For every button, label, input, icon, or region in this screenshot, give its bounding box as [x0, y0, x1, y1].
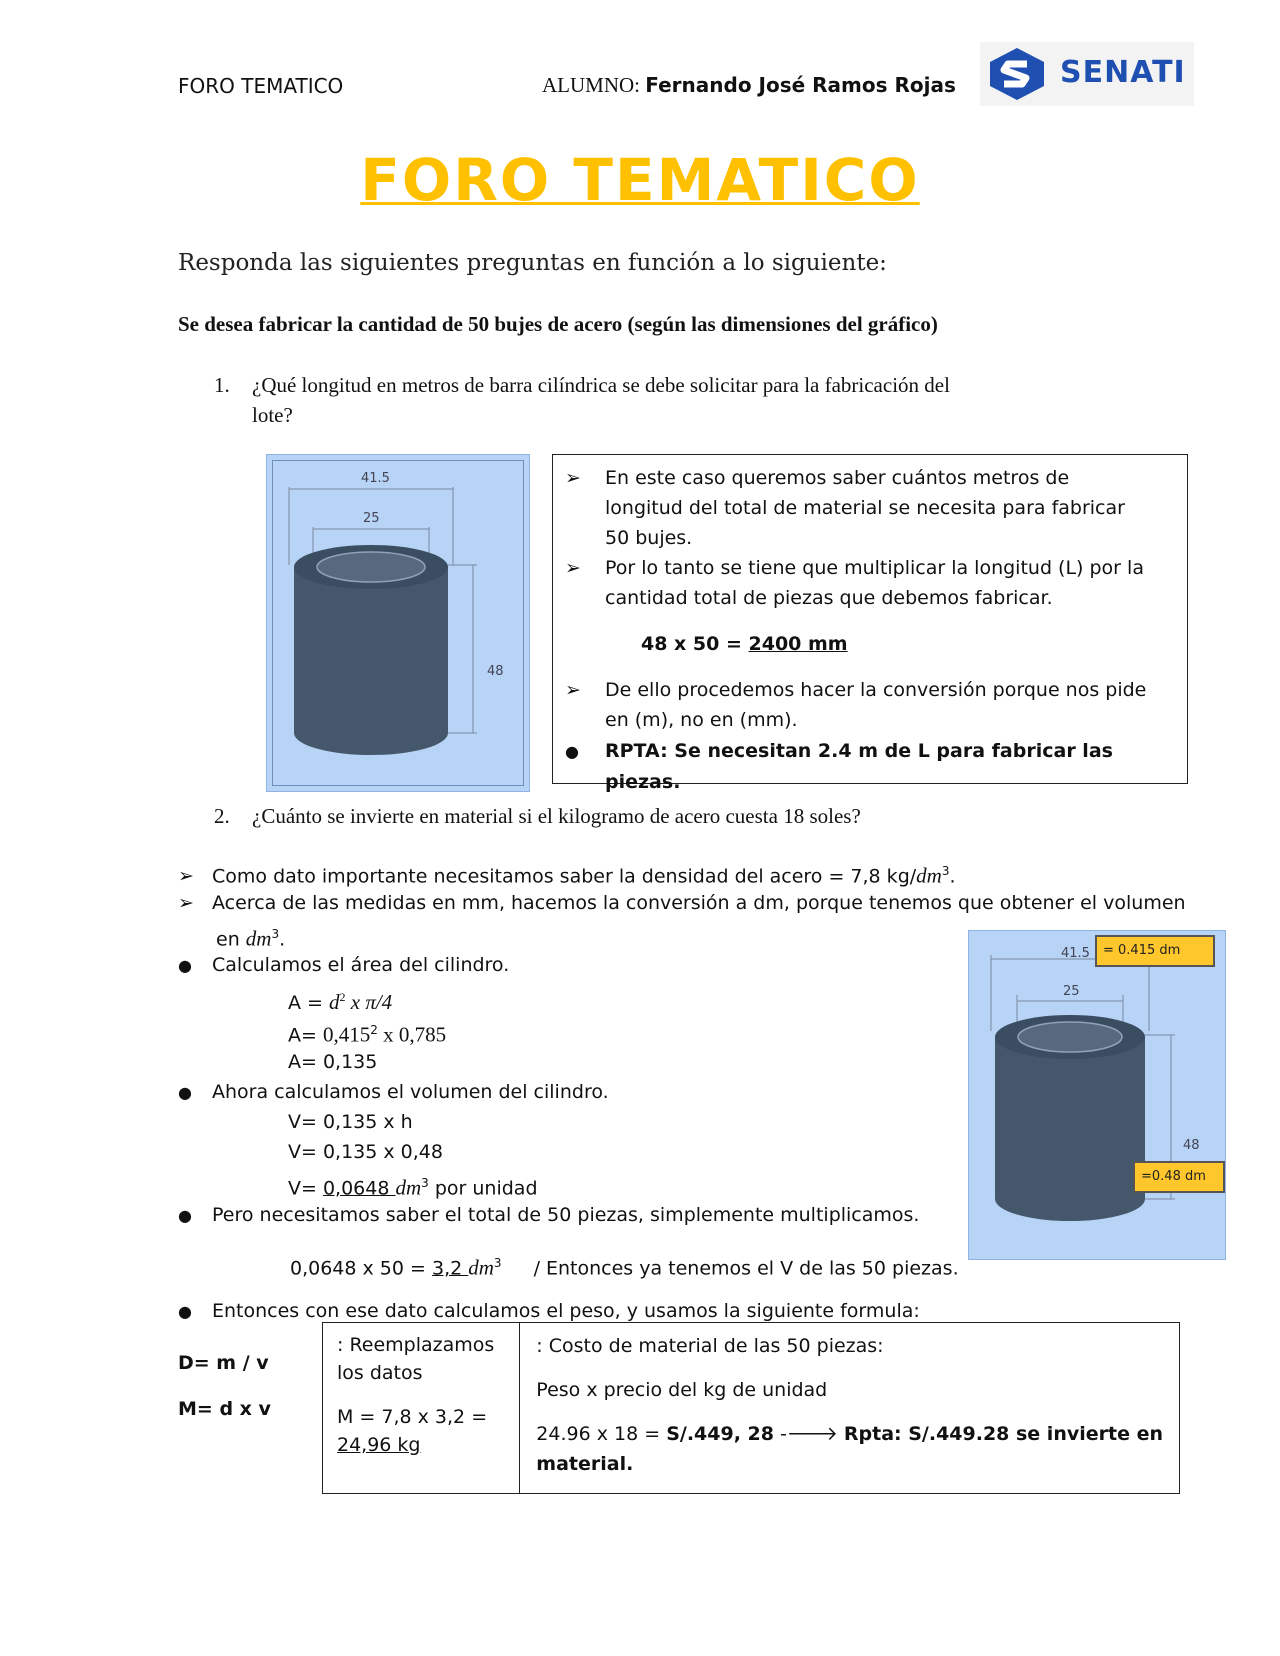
figure-2-dim-outer: 41.5 [1061, 946, 1090, 961]
question-2 [214, 804, 861, 829]
senati-logo-icon [982, 42, 1052, 106]
question-1 [214, 370, 950, 430]
answer-2-area-title: ● Calculamos el área del cilindro. [178, 950, 509, 981]
question-2-text: ¿Cuánto se invierte en material si el kilogramo de acero cuesta 18 soles? [252, 804, 861, 828]
problem-statement: Se desea fabricar la cantidad de 50 bujes de acero (según las dimensiones del gráfico) [178, 312, 938, 336]
figure-1-dim-inner: 25 [363, 511, 380, 526]
answer-1-calc: 48 x 50 = 2400 mm [641, 633, 848, 655]
volume-formula-1: V= 0,135 x h [288, 1111, 413, 1133]
results-cell-mass: : Reemplazamos los datos M = 7,8 x 3,2 = 24,96 kg [323, 1323, 520, 1494]
answer-1-bullet-1: ➢ En este caso queremos saber cuántos metros de longitud del total de material se necesita para fabricar 50 bujes. [605, 463, 1165, 553]
question-1-number: 1. [214, 373, 230, 397]
answer-2-total-title: ● Pero necesitamos saber el total de 50 piezas, simplemente multiplicamos. [178, 1200, 919, 1231]
answer-1-rpta: ● RPTA: Se necesitan 2.4 m de L para fabricar las piezas. [605, 736, 1175, 797]
figure-1-dim-height: 48 [487, 664, 504, 679]
figure-2-dim-height: 48 [1183, 1138, 1200, 1153]
cylinder-drawing-2 [969, 931, 1225, 1259]
bullet-dot-icon: ● [178, 1206, 192, 1225]
cylinder-drawing-1 [267, 455, 529, 791]
arrow-bullet-icon: ➢ [565, 557, 581, 579]
results-cell-mass-title: : Reemplazamos los datos [337, 1334, 495, 1384]
header-student [542, 73, 956, 98]
arrow-bullet-icon: ➢ [178, 865, 194, 888]
bullet-dot-icon: ● [178, 956, 192, 975]
area-formula-1: $A = d^2$ x π/4 [288, 990, 393, 1014]
student-name: Fernando José Ramos Rojas [645, 73, 956, 97]
answer-1-bullet-3: ➢ De ello procedemos hacer la conversión porque nos pide en (m), no en (mm). [605, 675, 1165, 735]
results-cell-cost-title: : Costo de material de las 50 piezas: [536, 1335, 884, 1357]
bullet-dot-icon: ● [178, 1302, 192, 1321]
senati-logo-text: SENATI [1060, 55, 1186, 90]
volume-formula-2: V= 0,135 x 0,48 [288, 1141, 443, 1163]
student-label: ALUMNO: [542, 73, 646, 97]
figure-1-dim-outer: 41.5 [361, 471, 390, 486]
question-1-line1: ¿Qué longitud en metros de barra cilíndrica se debe solicitar para la fabricación del [252, 373, 950, 397]
bullet-dot-icon: ● [178, 1083, 192, 1102]
callout-outer-diameter: = 0.415 dm [1095, 935, 1215, 967]
answer-1-bullet-2: ➢ Por lo tanto se tiene que multiplicar la longitud (L) por la cantidad total de piezas que debemos fabricar. [605, 553, 1165, 613]
arrow-right-icon: -🡒 [773, 1423, 844, 1445]
header [0, 0, 1280, 110]
mass-result: 24,96 kg [337, 1434, 421, 1456]
area-formula-2: $A= 0,415^2$ x 0,785 [288, 1022, 447, 1047]
results-table [322, 1322, 1180, 1494]
question-2-number: 2. [214, 804, 230, 828]
answer-2-volume-title: ● Ahora calculamos el volumen del cilindro. [178, 1077, 609, 1108]
results-cell-cost: : Costo de material de las 50 piezas: Peso x precio del kg de unidad 24.96 x 18 = S/.449, 28 -🡒 Rpta: S/.449.28 se invierte en material. [520, 1323, 1180, 1494]
answer-2-conversion: ➢ Acerca de las medidas en mm, hacemos la conversión a dm, porque tenemos que obtener el volumen en $dm^3$. [178, 888, 1178, 955]
formula-mass: M= d x v [178, 1398, 271, 1420]
answer-1-box [552, 454, 1188, 793]
answer-2-weight-title: ● Entonces con ese dato calculamos el peso, y usamos la siguiente formula: [178, 1296, 920, 1327]
bullet-dot-icon: ● [565, 742, 579, 761]
question-1-line2: lote? [252, 403, 293, 427]
total-volume-calc: 0,0648 x 50 = 3,2 $dm^3$ / Entonces ya tenemos el V de las 50 piezas. [290, 1255, 959, 1280]
senati-logo [980, 42, 1194, 106]
formula-density: D= m / v [178, 1352, 269, 1374]
page-title: FORO TEMATICO [360, 146, 920, 214]
cost-answer: Rpta: S/.449.28 se invierte en [843, 1423, 1163, 1445]
answer-2-density: ➢ Como dato importante necesitamos saber la densidad del acero = 7,8 $kg/dm^3$. [178, 856, 956, 892]
answer-1-calc-result: 2400 mm [748, 633, 848, 655]
header-left-title: FORO TEMATICO [178, 74, 344, 98]
area-formula-3: A= 0,135 [288, 1051, 378, 1073]
volume-formula-3: V= 0,0648 $dm^3$ por unidad [288, 1175, 538, 1200]
callout-height: =0.48 dm [1133, 1161, 1225, 1193]
arrow-bullet-icon: ➢ [565, 467, 581, 489]
cylinder-figure-2 [968, 930, 1226, 1260]
cost-result: S/.449, 28 [666, 1423, 774, 1445]
arrow-bullet-icon: ➢ [565, 679, 581, 701]
cylinder-figure-1 [266, 454, 530, 792]
figure-2-dim-inner: 25 [1063, 984, 1080, 999]
intro-text: Responda las siguientes preguntas en función a lo siguiente: [178, 250, 887, 276]
arrow-bullet-icon: ➢ [178, 892, 194, 914]
